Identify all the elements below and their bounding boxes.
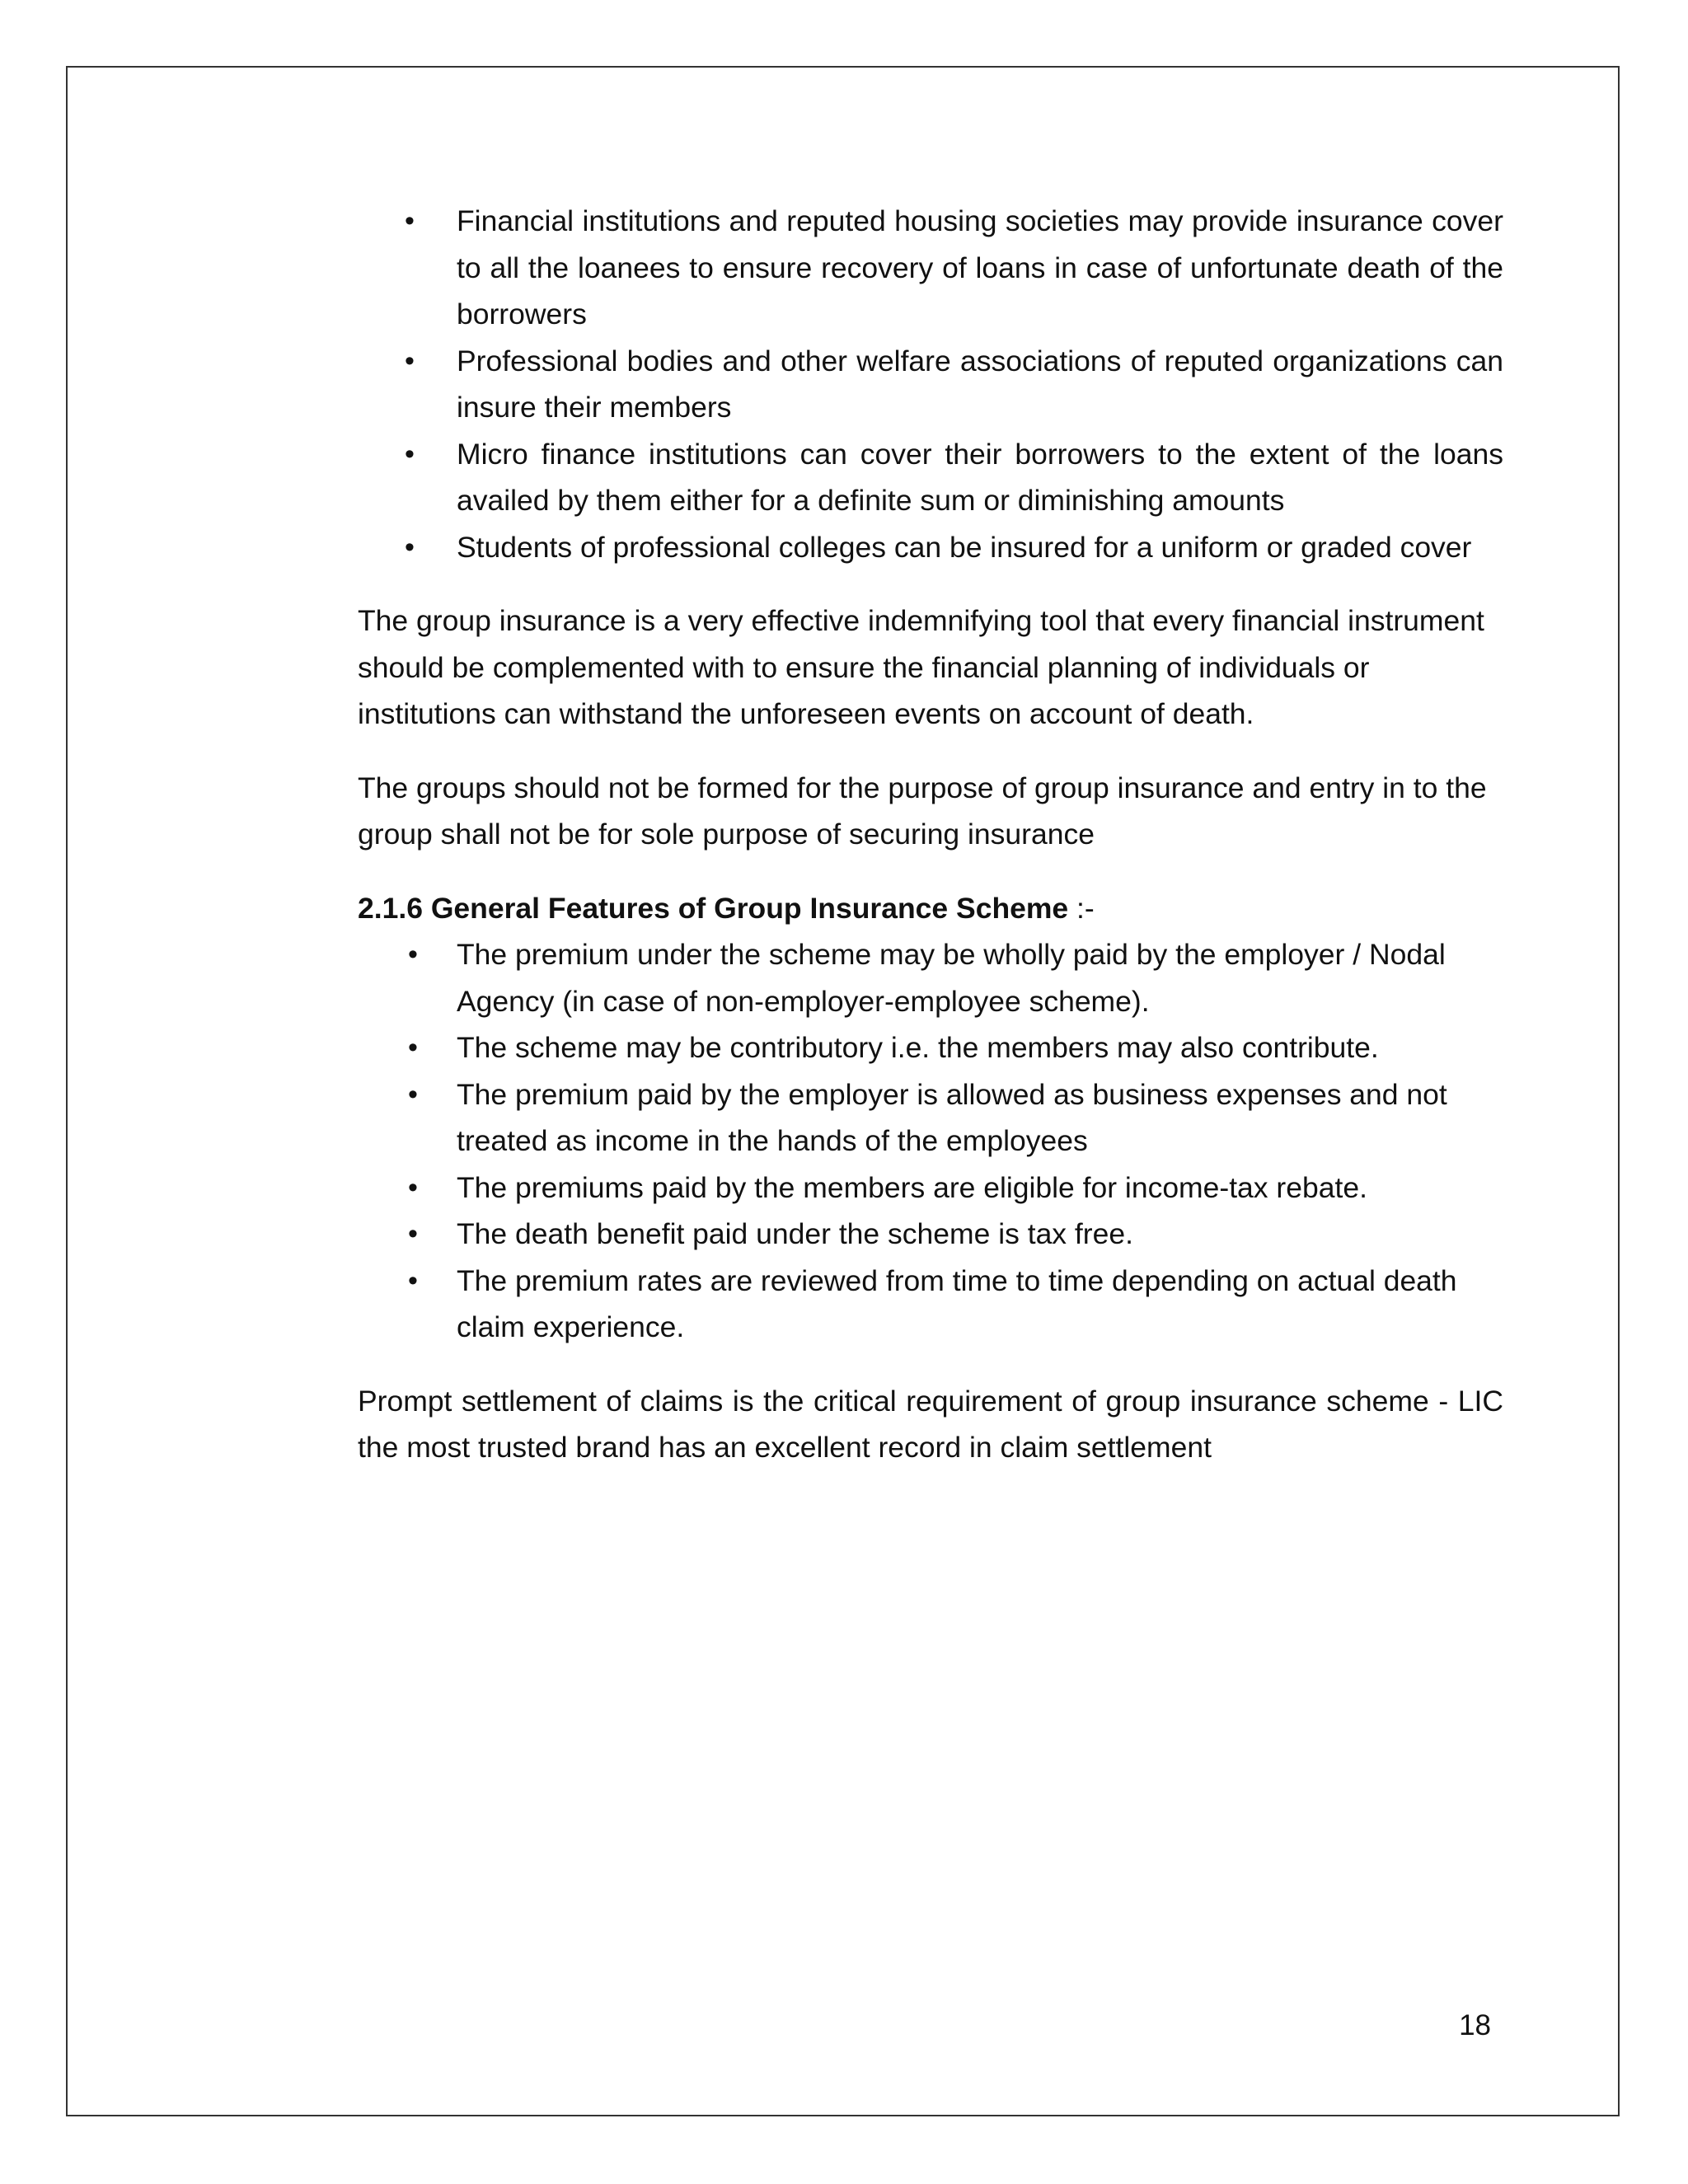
section-heading [358,885,1503,932]
bullet-icon: • [405,344,415,377]
list-item [408,931,1503,1024]
list-item [408,1071,1503,1165]
section-heading-suffix: :- [1068,891,1095,925]
features-list [358,931,1503,1351]
bullet-icon: • [405,205,415,237]
bullet-icon: • [408,1218,418,1249]
section-heading-title: 2.1.6 General Features of Group Insurance Scheme [358,891,1069,925]
bullet-icon: • [408,1078,418,1110]
list-item [405,431,1503,524]
group-types-list [358,198,1503,570]
bullet-icon: • [408,939,418,970]
list-item-text: The premium under the scheme may be wholly paid by the employer / Nodal Agency (in case of non-employer-employee scheme). [457,938,1446,1018]
list-item [405,338,1503,431]
list-item-text: The premium paid by the employer is allowed as business expenses and not treated as income in the hands of the employees [457,1077,1447,1157]
bullet-icon: • [405,438,415,470]
paragraph-group-formation: The groups should not be formed for the purpose of group insurance and entry in to the group shall not be for sole purpose of securing insurance [358,771,1487,851]
paragraph-claim-settlement: Prompt settlement of claims is the critical requirement of group insurance scheme - LIC the most trusted brand has an excellent record in claim settlement [358,1384,1503,1464]
list-item-text: Financial institutions and reputed housing societies may provide insurance cover to all the loanees to ensure recovery of loans in case of unfortunate death of the borrowers [457,204,1503,330]
list-item [405,198,1503,338]
list-item-text: Micro finance institutions can cover their borrowers to the extent of the loans availed by them either for a definite sum or diminishing amounts [457,437,1503,517]
list-item [405,524,1503,571]
bullet-icon: • [405,531,415,563]
list-item-text: The premium rates are reviewed from time to time depending on actual death claim experience. [457,1263,1457,1343]
bullet-icon: • [408,1032,418,1063]
list-item-text: The death benefit paid under the scheme is tax free. [457,1217,1133,1250]
list-item-text: Professional bodies and other welfare associations of reputed organizations can insure their members [457,344,1503,424]
list-item [408,1211,1503,1258]
list-item-text: The scheme may be contributory i.e. the members may also contribute. [457,1031,1379,1064]
paragraph-indemnifying-tool: The group insurance is a very effective indemnifying tool that every financial instrument should be complemented with to ensure the financial planning of individuals or institutions can withstand the unforeseen events on account of death. [358,604,1484,730]
list-item [408,1165,1503,1212]
list-item [408,1258,1503,1351]
page-number: 18 [1459,2009,1491,2041]
list-item-text: The premiums paid by the members are eligible for income-tax rebate. [457,1170,1367,1204]
page-content [358,198,1503,1471]
bullet-icon: • [408,1264,418,1296]
list-item [408,1024,1503,1071]
list-item-text: Students of professional colleges can be insured for a uniform or graded cover [457,530,1472,564]
bullet-icon: • [408,1171,418,1203]
